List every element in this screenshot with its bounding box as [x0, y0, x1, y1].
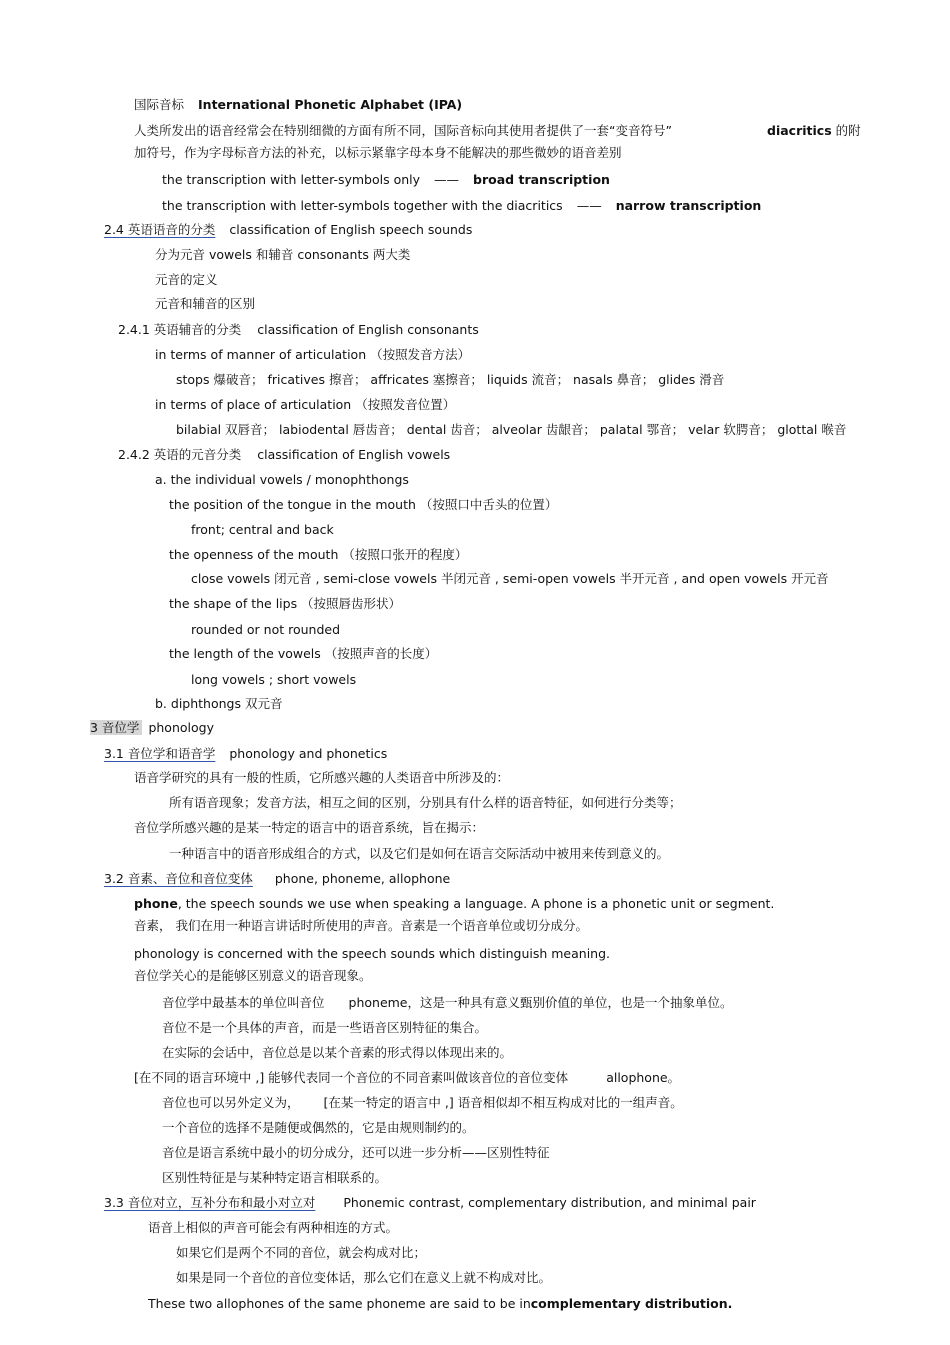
s3-2-line-2: 音素， 我们在用一种语言讲话时所使用的声音。音素是一个语音单位或切分成分。	[134, 918, 588, 933]
s3-2-line-12: 区别性特征是与某种特定语言相联系的。	[162, 1170, 388, 1185]
phoneme-alt-definition	[162, 1095, 683, 1111]
section-2-4-2-title-en: classification of English vowels	[257, 447, 451, 462]
s2-4-line-2: 元音的定义	[155, 272, 218, 287]
ipa-desc-text: 人类所发出的语音经常会在特别细微的方面有所不同，国际音标向其使用者提供了一套“变音符号”	[134, 123, 672, 138]
phoneme-alt-b: [在某一特定的语言中 ,] 语音相似却不相互构成对比的一组声音。	[323, 1095, 683, 1110]
section-3-title: 3 音位学	[90, 720, 142, 735]
section-3-3-heading	[104, 1195, 756, 1211]
narrow-term: narrow transcription	[615, 198, 762, 213]
section-3-heading	[90, 720, 214, 736]
section-2-4-1-heading	[118, 322, 479, 338]
s3-2-line-7: 在实际的会话中，音位总是以某个音素的形式得以体现出来的。	[162, 1045, 513, 1060]
s2-4-line-1: 分为元音 vowels 和辅音 consonants 两大类	[155, 247, 411, 262]
complementary-text: These two allophones of the same phoneme are said to be in	[148, 1296, 531, 1311]
s3-3-line-3: 如果是同一个音位的音位变体话，那么它们在意义上就不构成对比。	[176, 1270, 552, 1285]
tongue-values: front; central and back	[191, 522, 334, 537]
broad-dash: ——	[434, 172, 460, 187]
s3-1-line-2: 所有语音现象；发音方法，相互之间的区别，分别具有什么样的语音特征，如何进行分类等；	[169, 795, 682, 810]
s3-1-line-3: 音位学所感兴趣的是某一特定的语言中的语音系统，旨在揭示：	[134, 820, 485, 835]
phoneme-term: phoneme	[348, 995, 408, 1010]
ipa-title-en: International Phonetic Alphabet (IPA)	[198, 97, 463, 112]
broad-transcription-line	[162, 172, 610, 188]
place-heading: in terms of place of articulation （按照发音位置）	[155, 397, 456, 412]
phone-definition-text: , the speech sounds we use when speaking a language. A phone is a phonetic unit or segment.	[177, 896, 775, 911]
phone-definition	[134, 896, 774, 912]
ipa-desc-line-2: 加符号，作为字母标音方法的补充，以标示紧靠字母本身不能解决的那些微妙的语音差别	[134, 145, 622, 160]
phoneme-definition-a: 音位学中最基本的单位叫音位	[162, 995, 325, 1010]
narrow-desc: the transcription with letter-symbols together with the diacritics	[162, 198, 563, 213]
s3-3-line-1: 语音上相似的声音可能会有两种相连的方式。	[148, 1220, 399, 1235]
lip-values: rounded or not rounded	[191, 622, 341, 637]
complementary-term: complementary distribution.	[530, 1296, 733, 1311]
section-2-4-2-heading	[118, 447, 450, 463]
narrow-dash: ——	[576, 198, 602, 213]
s3-2-line-11: 音位是语言系统中最小的切分成分，还可以进一步分析——区别性特征	[162, 1145, 550, 1160]
manner-list: stops 爆破音； fricatives 擦音； affricates 塞擦音； liquids 流音； nasals 鼻音； glides 滑音	[176, 372, 725, 387]
diacritics-term: diacritics	[767, 123, 832, 138]
phoneme-definition	[162, 995, 733, 1011]
section-3-1-heading	[104, 746, 387, 762]
phoneme-alt-a: 音位也可以另外定义为，	[162, 1095, 300, 1110]
section-3-title-en: phonology	[148, 720, 214, 735]
place-list: bilabial 双唇音； labiodental 唇齿音； dental 齿音； alveolar 齿龈音； palatal 鄂音； velar 软腭音； glottal 喉音	[176, 422, 847, 437]
section-2-4-2-title: 2.4.2 英语的元音分类	[118, 447, 242, 462]
section-3-3-title: 3.3 音位对立，互补分布和最小对立对	[104, 1195, 316, 1210]
phone-term: phone	[134, 896, 178, 911]
s3-1-line-4: 一种语言中的语音形成组合的方式，以及它们是如何在语言交际活动中被用来传到意义的。	[169, 846, 670, 861]
section-3-1-title-en: phonology and phonetics	[229, 746, 388, 761]
ipa-desc-tail: 的附	[835, 123, 861, 138]
allophone-definition-a: [在不同的语言环境中 ,] 能够代表同一个音位的不同音素叫做该音位的音位变体	[134, 1070, 569, 1085]
section-2-4-1-title-en: classification of English consonants	[257, 322, 479, 337]
ipa-desc-diacritics	[767, 123, 861, 139]
s3-2-line-10: 一个音位的选择不是随便或偶然的，它是由规则制约的。	[162, 1120, 475, 1135]
s3-3-line-2: 如果它们是两个不同的音位，就会构成对比；	[176, 1245, 427, 1260]
section-3-1-title: 3.1 音位学和语音学	[104, 746, 216, 761]
manner-heading: in terms of manner of articulation （按照发音方法）	[155, 347, 471, 362]
openness-values: close vowels 闭元音 , semi-close vowels 半闭元音 , semi-open vowels 半开元音 , and open vowels 开元音	[191, 571, 829, 586]
narrow-transcription-line	[162, 198, 761, 214]
diphthongs-item: b. diphthongs 双元音	[155, 696, 283, 711]
allophone-term: allophone。	[606, 1070, 681, 1085]
phoneme-definition-c: ，这是一种具有意义甄别价值的单位，也是一个抽象单位。	[407, 995, 733, 1010]
tongue-position: the position of the tongue in the mouth （按照口中舌头的位置）	[169, 497, 558, 512]
complementary-distribution-line	[148, 1296, 732, 1312]
section-3-2-heading	[104, 871, 450, 887]
s3-2-line-3: phonology is concerned with the speech sounds which distinguish meaning.	[134, 946, 611, 961]
broad-desc: the transcription with letter-symbols only	[162, 172, 421, 187]
lip-shape: the shape of the lips （按照唇齿形状）	[169, 596, 402, 611]
allophone-definition	[134, 1070, 680, 1086]
s2-4-line-3: 元音和辅音的区别	[155, 296, 256, 311]
ipa-title-line	[134, 97, 462, 113]
s3-2-line-6: 音位不是一个具体的声音，而是一些语音区别特征的集合。	[162, 1020, 488, 1035]
section-2-4-title: 2.4 英语语音的分类	[104, 222, 216, 237]
section-3-2-title: 3.2 音素、音位和音位变体	[104, 871, 253, 886]
section-2-4-title-en: classification of English speech sounds	[229, 222, 473, 237]
ipa-desc-line-1	[134, 123, 672, 139]
monophthongs-item: a. the individual vowels / monophthongs	[155, 472, 409, 487]
mouth-openness: the openness of the mouth （按照口张开的程度）	[169, 547, 468, 562]
section-3-2-title-en: phone, phoneme, allophone	[274, 871, 451, 886]
s3-1-line-1: 语音学研究的具有一般的性质，它所感兴趣的人类语音中所涉及的：	[134, 770, 510, 785]
s3-2-line-4: 音位学关心的是能够区别意义的语音现象。	[134, 968, 372, 983]
ipa-title-zh: 国际音标	[134, 97, 185, 112]
section-3-3-title-en: Phonemic contrast, complementary distribution, and minimal pair	[343, 1195, 756, 1210]
length-values: long vowels ; short vowels	[191, 672, 357, 687]
section-2-4-1-title: 2.4.1 英语辅音的分类	[118, 322, 242, 337]
section-2-4-heading	[104, 222, 472, 238]
vowel-length: the length of the vowels （按照声音的长度）	[169, 646, 438, 661]
broad-term: broad transcription	[473, 172, 610, 187]
